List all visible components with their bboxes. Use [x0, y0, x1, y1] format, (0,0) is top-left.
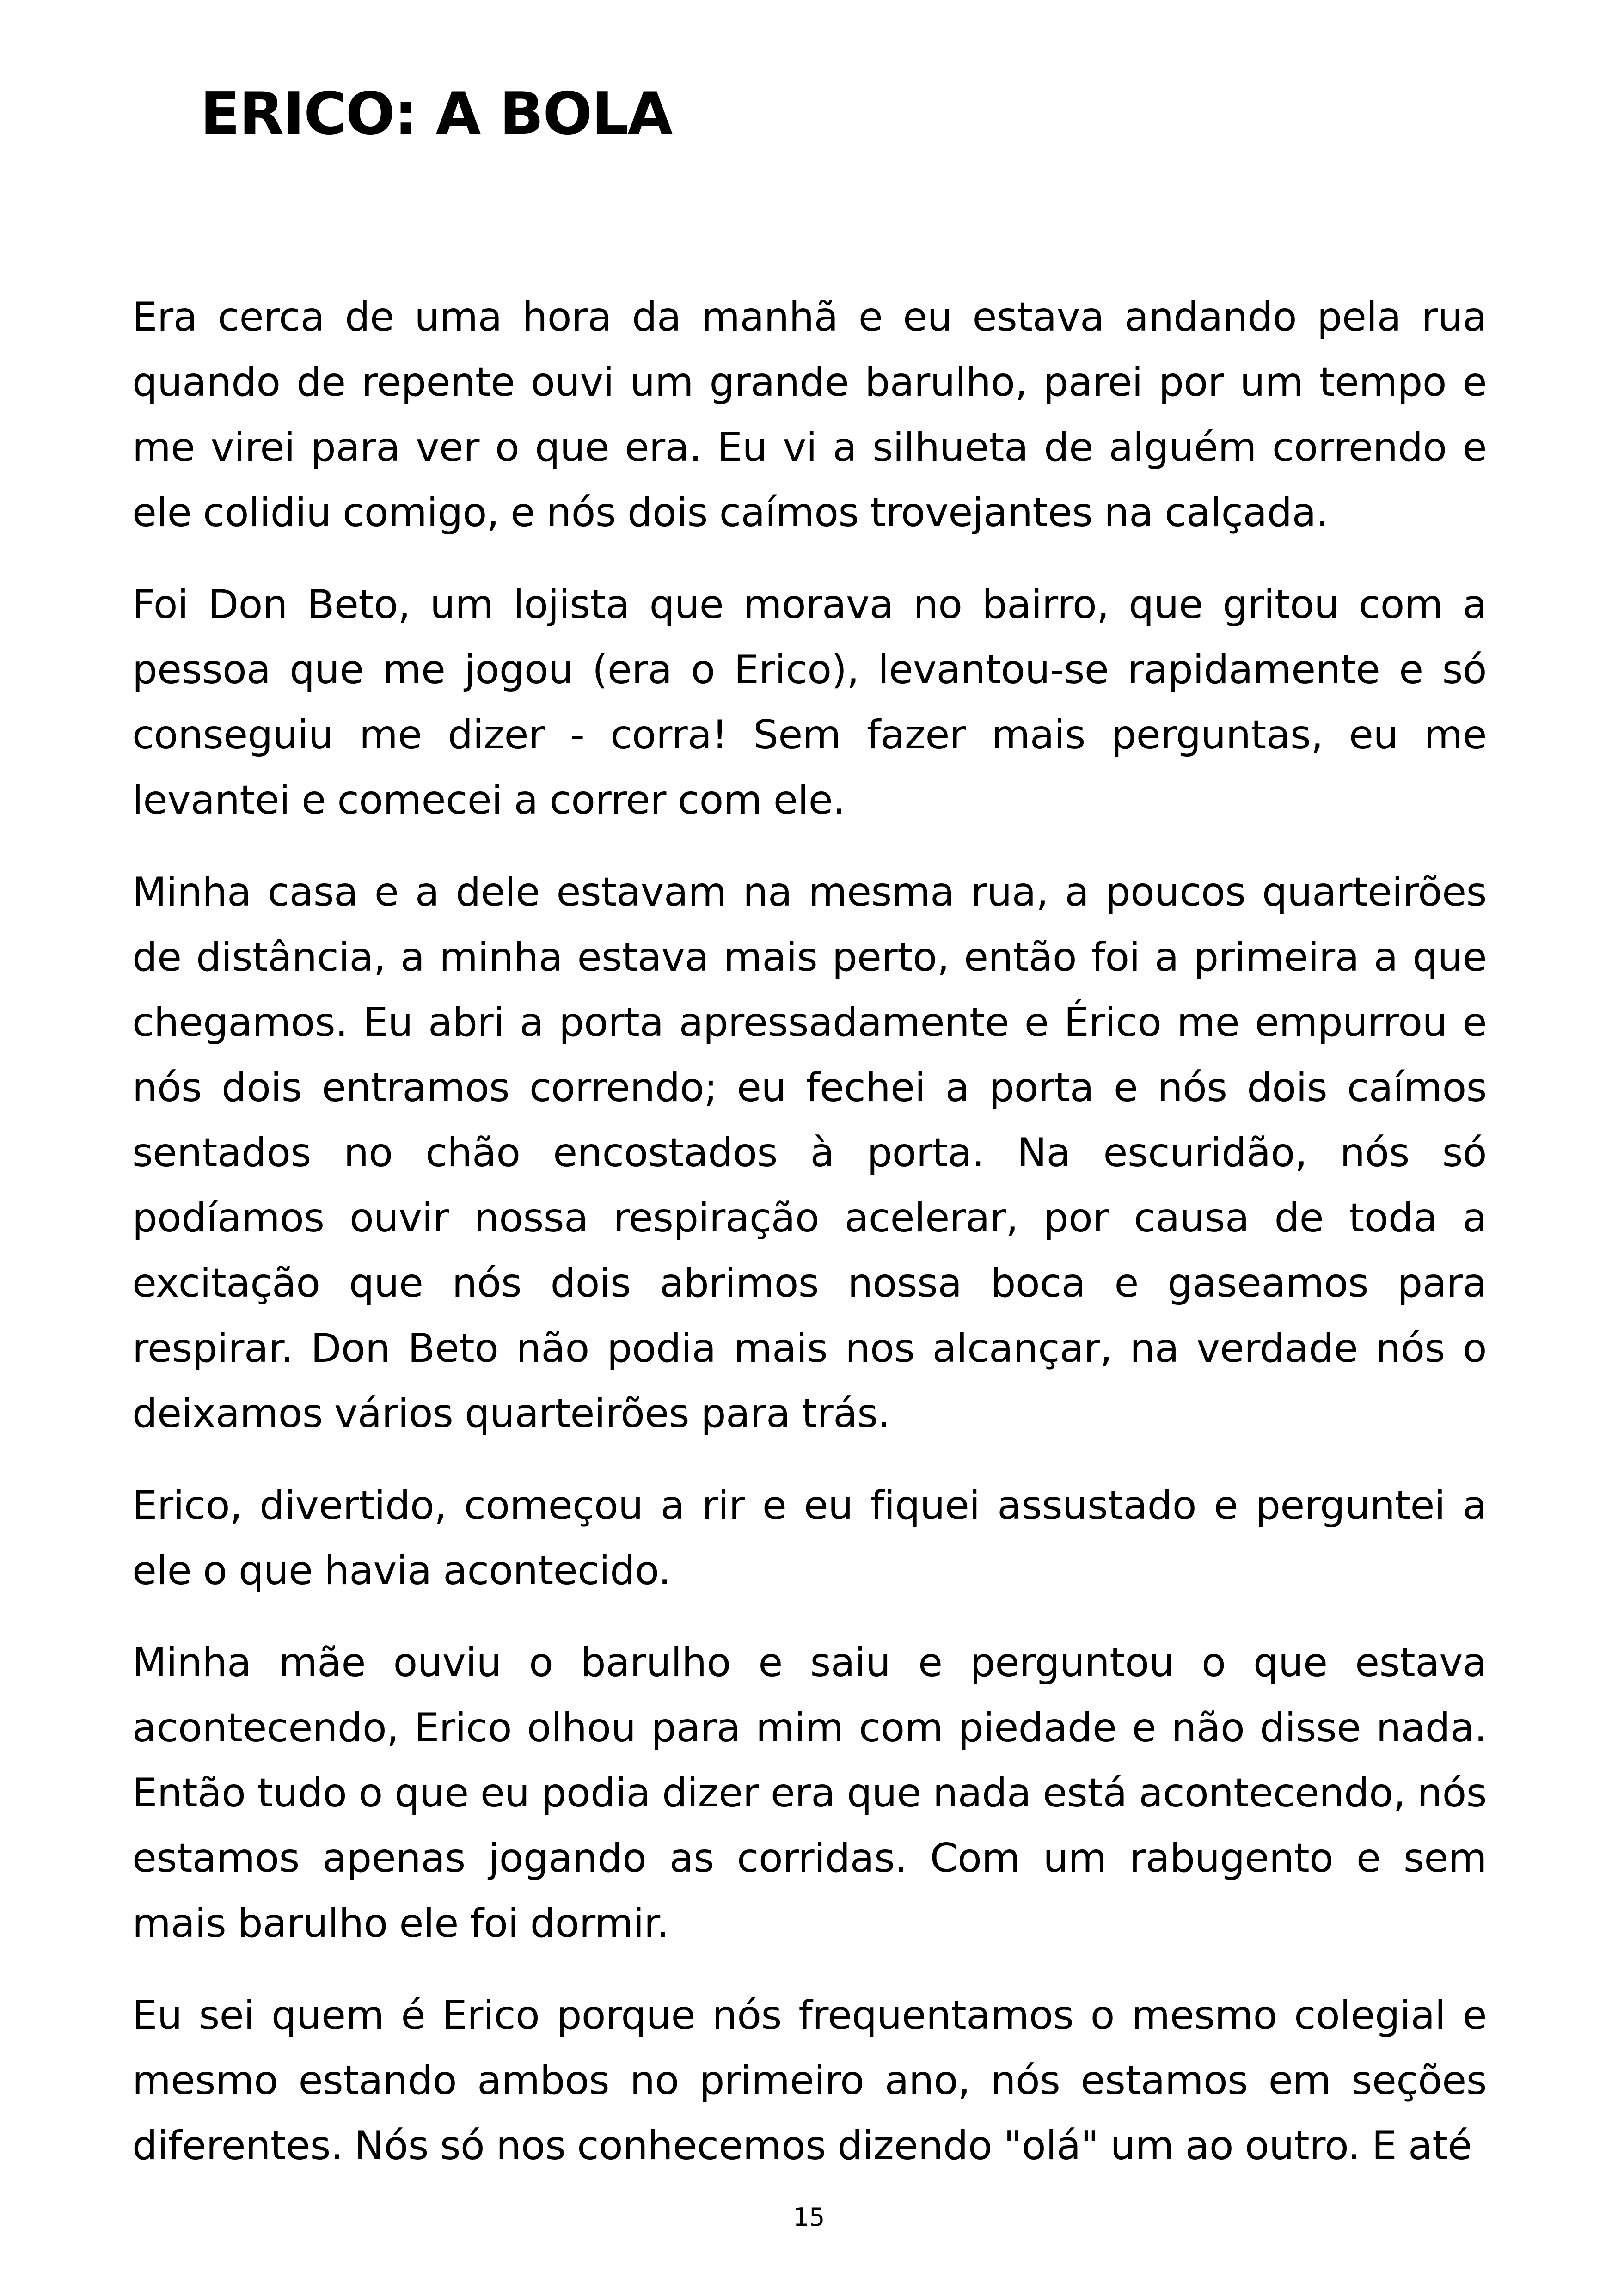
paragraph-5: Minha mãe ouviu o barulho e saiu e perguntou o que estava acontecendo, Erico olhou para mim com piedade e não disse nada. Então tudo o que eu podia dizer era que nada está acontecendo, nós estamos apenas jogando as corridas. Com um rabugento e sem mais barulho ele foi dormir. [132, 1640, 1487, 1947]
paragraph-1: Era cerca de uma hora da manhã e eu estava andando pela rua quando de repente ouvi um grande barulho, parei por um tempo e me virei para ver o que era. Eu vi a silhueta de alguém correndo e ele colidiu comigo, e nós dois caímos trovejantes na calçada. [132, 294, 1487, 536]
body-text [132, 285, 1487, 2205]
paragraph-3: Minha casa e a dele estavam na mesma rua, a poucos quarteirões de distância, a minha estava mais perto, então foi a primeira a que chegamos. Eu abri a porta apressadamente e Érico me empurrou e nós dois entramos correndo; eu fechei a porta e nós dois caímos sentados no chão encostados à porta. Na escuridão, nós só podíamos ouvir nossa respiração acelerar, por causa de toda a excitação que nós dois abrimos nossa boca e gaseamos para respirar. Don Beto não podia mais nos alcançar, na verdade nós o deixamos vários quarteirões para trás. [132, 869, 1487, 1437]
paragraph-2: Foi Don Beto, um lojista que morava no bairro, que gritou com a pessoa que me jogou (era o Erico), levantou-se rapidamente e só conseguiu me dizer - corra! Sem fazer mais perguntas, eu me levantei e comecei a correr com ele. [132, 582, 1487, 823]
paragraph-4: Erico, divertido, começou a rir e eu fiquei assustado e perguntei a ele o que havia acontecido. [132, 1482, 1487, 1594]
page-number: 15 [793, 2203, 825, 2232]
paragraph-6: Eu sei quem é Erico porque nós frequentamos o mesmo colegial e mesmo estando ambos no primeiro ano, nós estamos em seções diferentes. Nós só nos conhecemos dizendo "olá" um ao outro. E até [132, 1992, 1487, 2169]
chapter-title: ERICO: A BOLA [200, 80, 672, 147]
